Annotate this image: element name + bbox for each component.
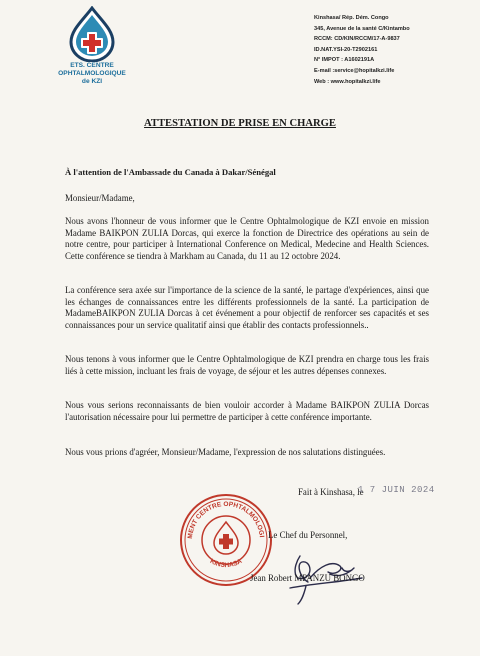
paragraph-mission: Nous avons l'honneur de vous informer que le Centre Ophtalmologique de KZI envoie en mission Madame BAIKPON ZULIA Dorcas, qui exerce la fonction de Directrice des opérations au sein de notre centre, pour participer à International Conference on Medical, Medecine and Health Sciences. Cette conférence se tiendra à Markham au Canada, du 11 au 12 octobre 2024. <box>65 216 429 261</box>
contact-web: Web : www.hopitalkzi.life <box>314 78 381 85</box>
paragraph-funding: Nous tenons à vous informer que le Centre Ophtalmologique de KZI prendra en charge tous les frais liés à cette mission, incluant les frais de voyage, de séjour et les autres dépenses connexes. <box>65 354 429 376</box>
logo-line-1: ETS. CENTRE <box>70 62 114 69</box>
stamp-ring-text: MENT CENTRE OPHTALMOLOGI <box>186 500 265 540</box>
contact-street: 345, Avenue de la santé C/Kintambo <box>314 25 410 32</box>
greeting: Monsieur/Madame, <box>65 193 135 203</box>
date-stamp: 1 7 JUIN 2024 <box>358 485 435 495</box>
signatory-name: Jean Robert MPANZU BONGO <box>250 573 365 583</box>
contact-address: Kinshasa/ Rép. Dém. Congo <box>314 15 389 21</box>
paragraph-closing: Nous vous prions d'agréer, Monsieur/Madame, l'expression de nos salutations distinguées. <box>65 447 386 457</box>
attention-line: À l'attention de l'Ambassade du Canada à Dakar/Sénégal <box>65 167 276 177</box>
contact-email: E-mail :service@hopitalkzi.life <box>314 67 395 74</box>
contact-rccm: RCCM: CD/KIN/RCCM/17-A-9837 <box>314 36 400 43</box>
eye-drop-cross-icon <box>63 6 121 62</box>
contact-impot: N° IMPOT : A1602191A <box>314 57 375 64</box>
stamp-bottom-text: KINSHASA <box>208 557 244 570</box>
signatory-title: Le Chef du Personnel, <box>268 530 348 540</box>
stamp-cross-icon <box>214 522 238 554</box>
logo-line-3: de KZI <box>81 78 103 85</box>
place-line: Fait à Kinshasa, le <box>298 487 364 497</box>
contact-idnat: ID.NAT.YSI-20-T2902161 <box>314 46 378 53</box>
contact-block <box>314 13 474 87</box>
logo-line-2: OPHTALMOLOGIQUE <box>58 70 126 77</box>
paragraph-request: Nous vous serions reconnaissants de bien vouloir accorder à Madame BAIKPON ZULIA Dorcas l'autorisation nécessaire pour lui permettre de participer à cette conférence importante. <box>65 400 429 422</box>
paragraph-conference: La conférence sera axée sur l'importance de la science de la santé, le partage d'expériences, ainsi que les échanges de connaissances entre les différents professionnels de la santé. La participation de MadameBAIKPON ZULIA Dorcas à cet événement a pour objectif de renforcer ses capacités et ses connaissances pour un service qualitatif ainsi que établir des contacts professionnels.. <box>65 285 429 330</box>
document-title: ATTESTATION DE PRISE EN CHARGE <box>144 118 336 129</box>
clinic-logo <box>44 6 140 86</box>
